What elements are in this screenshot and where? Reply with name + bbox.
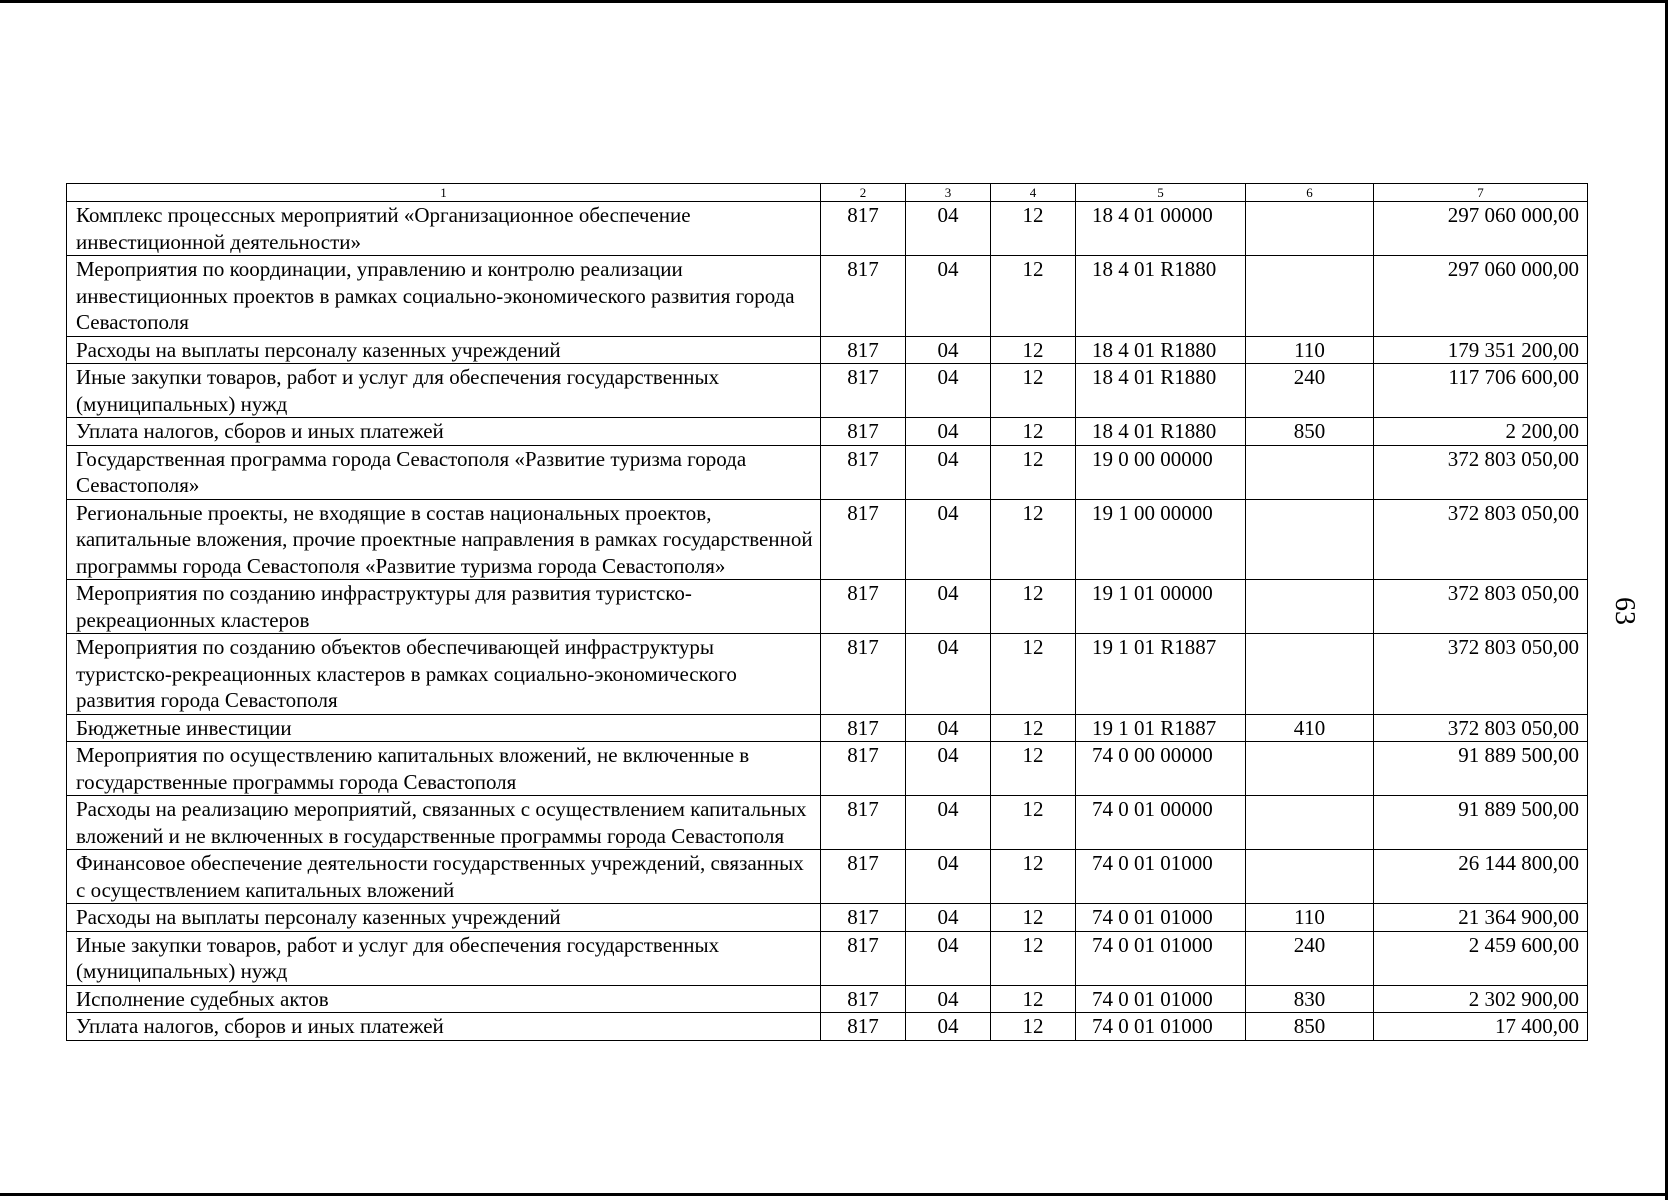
- row-cell-c4: 12: [991, 931, 1076, 985]
- table-row: [67, 580, 1588, 634]
- row-name-cell: Расходы на выплаты персоналу казенных учреждений: [67, 336, 821, 364]
- row-cell-c7: 372 803 050,00: [1374, 580, 1588, 634]
- row-name-cell: Мероприятия по координации, управлению и контролю реализации инвестиционных проектов в рамках социально-экономического развития города Севастополя: [67, 256, 821, 337]
- row-cell-c7: 297 060 000,00: [1374, 256, 1588, 337]
- row-cell-c3: 04: [906, 714, 991, 742]
- row-cell-c2: 817: [821, 904, 906, 932]
- table-row: [67, 256, 1588, 337]
- row-cell-c5: 74 0 00 00000: [1076, 742, 1246, 796]
- table-row: [67, 1013, 1588, 1041]
- row-name-cell: Мероприятия по осуществлению капитальных вложений, не включенные в государственные программы города Севастополя: [67, 742, 821, 796]
- row-cell-c6: [1246, 742, 1374, 796]
- table-row: [67, 336, 1588, 364]
- row-cell-c3: 04: [906, 796, 991, 850]
- row-cell-c6: 410: [1246, 714, 1374, 742]
- row-name-cell: Расходы на выплаты персоналу казенных учреждений: [67, 904, 821, 932]
- row-name-cell: Иные закупки товаров, работ и услуг для обеспечения государственных (муниципальных) нужд: [67, 364, 821, 418]
- row-cell-c3: 04: [906, 1013, 991, 1041]
- row-cell-c6: [1246, 796, 1374, 850]
- row-cell-c2: 817: [821, 499, 906, 580]
- row-cell-c5: 18 4 01 R1880: [1076, 256, 1246, 337]
- row-cell-c5: 19 0 00 00000: [1076, 445, 1246, 499]
- row-cell-c3: 04: [906, 580, 991, 634]
- row-cell-c6: 240: [1246, 364, 1374, 418]
- row-cell-c5: 74 0 01 01000: [1076, 850, 1246, 904]
- row-cell-c7: 372 803 050,00: [1374, 714, 1588, 742]
- row-cell-c5: 74 0 01 01000: [1076, 985, 1246, 1013]
- row-cell-c5: 19 1 01 00000: [1076, 580, 1246, 634]
- row-cell-c3: 04: [906, 256, 991, 337]
- row-cell-c7: 372 803 050,00: [1374, 445, 1588, 499]
- row-cell-c4: 12: [991, 850, 1076, 904]
- table-row: [67, 634, 1588, 715]
- row-cell-c3: 04: [906, 742, 991, 796]
- table-row: [67, 714, 1588, 742]
- row-cell-c7: 179 351 200,00: [1374, 336, 1588, 364]
- row-cell-c3: 04: [906, 445, 991, 499]
- row-cell-c4: 12: [991, 580, 1076, 634]
- table-row: [67, 904, 1588, 932]
- budget-table: [66, 183, 1588, 1041]
- row-cell-c2: 817: [821, 256, 906, 337]
- header-cell: 1: [67, 184, 821, 202]
- table-row: [67, 850, 1588, 904]
- table-row: [67, 445, 1588, 499]
- row-cell-c3: 04: [906, 202, 991, 256]
- row-cell-c2: 817: [821, 931, 906, 985]
- row-name-cell: Мероприятия по созданию объектов обеспечивающей инфраструктуры туристско-рекреационных кластеров в рамках социально-экономического развития города Севастополя: [67, 634, 821, 715]
- row-cell-c7: 372 803 050,00: [1374, 499, 1588, 580]
- row-cell-c7: 2 459 600,00: [1374, 931, 1588, 985]
- row-cell-c3: 04: [906, 985, 991, 1013]
- row-cell-c2: 817: [821, 1013, 906, 1041]
- row-cell-c4: 12: [991, 499, 1076, 580]
- row-cell-c6: 850: [1246, 1013, 1374, 1041]
- row-cell-c7: 2 200,00: [1374, 418, 1588, 446]
- row-cell-c2: 817: [821, 336, 906, 364]
- row-cell-c6: 830: [1246, 985, 1374, 1013]
- row-cell-c6: 240: [1246, 931, 1374, 985]
- row-cell-c4: 12: [991, 634, 1076, 715]
- row-cell-c2: 817: [821, 742, 906, 796]
- row-cell-c4: 12: [991, 364, 1076, 418]
- row-cell-c6: 110: [1246, 336, 1374, 364]
- row-cell-c2: 817: [821, 850, 906, 904]
- row-cell-c2: 817: [821, 445, 906, 499]
- row-name-cell: Расходы на реализацию мероприятий, связанных с осуществлением капитальных вложений и не включенных в государственные программы города Севастополя: [67, 796, 821, 850]
- scan-edge-top: [0, 0, 1668, 3]
- row-name-cell: Исполнение судебных актов: [67, 985, 821, 1013]
- row-cell-c6: 110: [1246, 904, 1374, 932]
- row-cell-c2: 817: [821, 202, 906, 256]
- table-row: [67, 931, 1588, 985]
- row-cell-c7: 372 803 050,00: [1374, 634, 1588, 715]
- row-cell-c7: 17 400,00: [1374, 1013, 1588, 1041]
- row-cell-c3: 04: [906, 931, 991, 985]
- row-name-cell: Уплата налогов, сборов и иных платежей: [67, 1013, 821, 1041]
- page-number: 63: [1609, 597, 1640, 625]
- row-cell-c7: 21 364 900,00: [1374, 904, 1588, 932]
- scan-edge-bottom: [0, 1193, 1668, 1196]
- row-name-cell: Финансовое обеспечение деятельности государственных учреждений, связанных с осуществлением капитальных вложений: [67, 850, 821, 904]
- row-cell-c2: 817: [821, 580, 906, 634]
- row-cell-c2: 817: [821, 634, 906, 715]
- table-row: [67, 796, 1588, 850]
- row-cell-c2: 817: [821, 418, 906, 446]
- row-cell-c4: 12: [991, 202, 1076, 256]
- row-cell-c3: 04: [906, 336, 991, 364]
- row-cell-c7: 91 889 500,00: [1374, 796, 1588, 850]
- row-name-cell: Региональные проекты, не входящие в состав национальных проектов, капитальные вложения, прочие проектные направления в рамках государственной программы города Севастополя «Развитие туризма города Севастополя»: [67, 499, 821, 580]
- row-cell-c5: 74 0 01 01000: [1076, 1013, 1246, 1041]
- row-cell-c7: 91 889 500,00: [1374, 742, 1588, 796]
- header-cell: 6: [1246, 184, 1374, 202]
- header-cell: 4: [991, 184, 1076, 202]
- table-row: [67, 985, 1588, 1013]
- row-cell-c6: [1246, 580, 1374, 634]
- row-cell-c6: [1246, 256, 1374, 337]
- row-cell-c5: 19 1 00 00000: [1076, 499, 1246, 580]
- row-cell-c6: 850: [1246, 418, 1374, 446]
- header-cell: 2: [821, 184, 906, 202]
- row-cell-c7: 117 706 600,00: [1374, 364, 1588, 418]
- row-cell-c6: [1246, 499, 1374, 580]
- row-cell-c4: 12: [991, 445, 1076, 499]
- table-row: [67, 202, 1588, 256]
- row-cell-c4: 12: [991, 256, 1076, 337]
- row-name-cell: Бюджетные инвестиции: [67, 714, 821, 742]
- row-cell-c2: 817: [821, 796, 906, 850]
- table-row: [67, 364, 1588, 418]
- row-cell-c5: 74 0 01 01000: [1076, 931, 1246, 985]
- row-name-cell: Уплата налогов, сборов и иных платежей: [67, 418, 821, 446]
- table-row: [67, 499, 1588, 580]
- row-cell-c7: 2 302 900,00: [1374, 985, 1588, 1013]
- row-cell-c6: [1246, 202, 1374, 256]
- row-name-cell: Комплекс процессных мероприятий «Организационное обеспечение инвестиционной деятельности»: [67, 202, 821, 256]
- row-cell-c5: 18 4 01 00000: [1076, 202, 1246, 256]
- row-cell-c5: 18 4 01 R1880: [1076, 336, 1246, 364]
- row-cell-c4: 12: [991, 904, 1076, 932]
- header-cell: 5: [1076, 184, 1246, 202]
- row-cell-c5: 18 4 01 R1880: [1076, 418, 1246, 446]
- row-cell-c4: 12: [991, 742, 1076, 796]
- row-cell-c6: [1246, 850, 1374, 904]
- row-cell-c3: 04: [906, 364, 991, 418]
- header-cell: 7: [1374, 184, 1588, 202]
- row-cell-c4: 12: [991, 1013, 1076, 1041]
- row-cell-c3: 04: [906, 850, 991, 904]
- row-cell-c3: 04: [906, 499, 991, 580]
- row-cell-c7: 297 060 000,00: [1374, 202, 1588, 256]
- row-cell-c3: 04: [906, 418, 991, 446]
- row-cell-c4: 12: [991, 796, 1076, 850]
- row-cell-c4: 12: [991, 714, 1076, 742]
- row-cell-c3: 04: [906, 634, 991, 715]
- row-cell-c2: 817: [821, 985, 906, 1013]
- header-cell: 3: [906, 184, 991, 202]
- row-name-cell: Иные закупки товаров, работ и услуг для обеспечения государственных (муниципальных) нужд: [67, 931, 821, 985]
- row-cell-c5: 19 1 01 R1887: [1076, 714, 1246, 742]
- row-name-cell: Мероприятия по созданию инфраструктуры для развития туристско-рекреационных кластеров: [67, 580, 821, 634]
- row-cell-c4: 12: [991, 418, 1076, 446]
- row-cell-c5: 18 4 01 R1880: [1076, 364, 1246, 418]
- row-cell-c5: 19 1 01 R1887: [1076, 634, 1246, 715]
- row-cell-c5: 74 0 01 01000: [1076, 904, 1246, 932]
- header-row: [67, 184, 1588, 202]
- row-cell-c5: 74 0 01 00000: [1076, 796, 1246, 850]
- table-row: [67, 418, 1588, 446]
- row-cell-c7: 26 144 800,00: [1374, 850, 1588, 904]
- row-cell-c4: 12: [991, 985, 1076, 1013]
- row-cell-c6: [1246, 634, 1374, 715]
- table-row: [67, 742, 1588, 796]
- row-cell-c3: 04: [906, 904, 991, 932]
- row-cell-c4: 12: [991, 336, 1076, 364]
- row-cell-c2: 817: [821, 714, 906, 742]
- row-cell-c2: 817: [821, 364, 906, 418]
- row-name-cell: Государственная программа города Севастополя «Развитие туризма города Севастополя»: [67, 445, 821, 499]
- row-cell-c6: [1246, 445, 1374, 499]
